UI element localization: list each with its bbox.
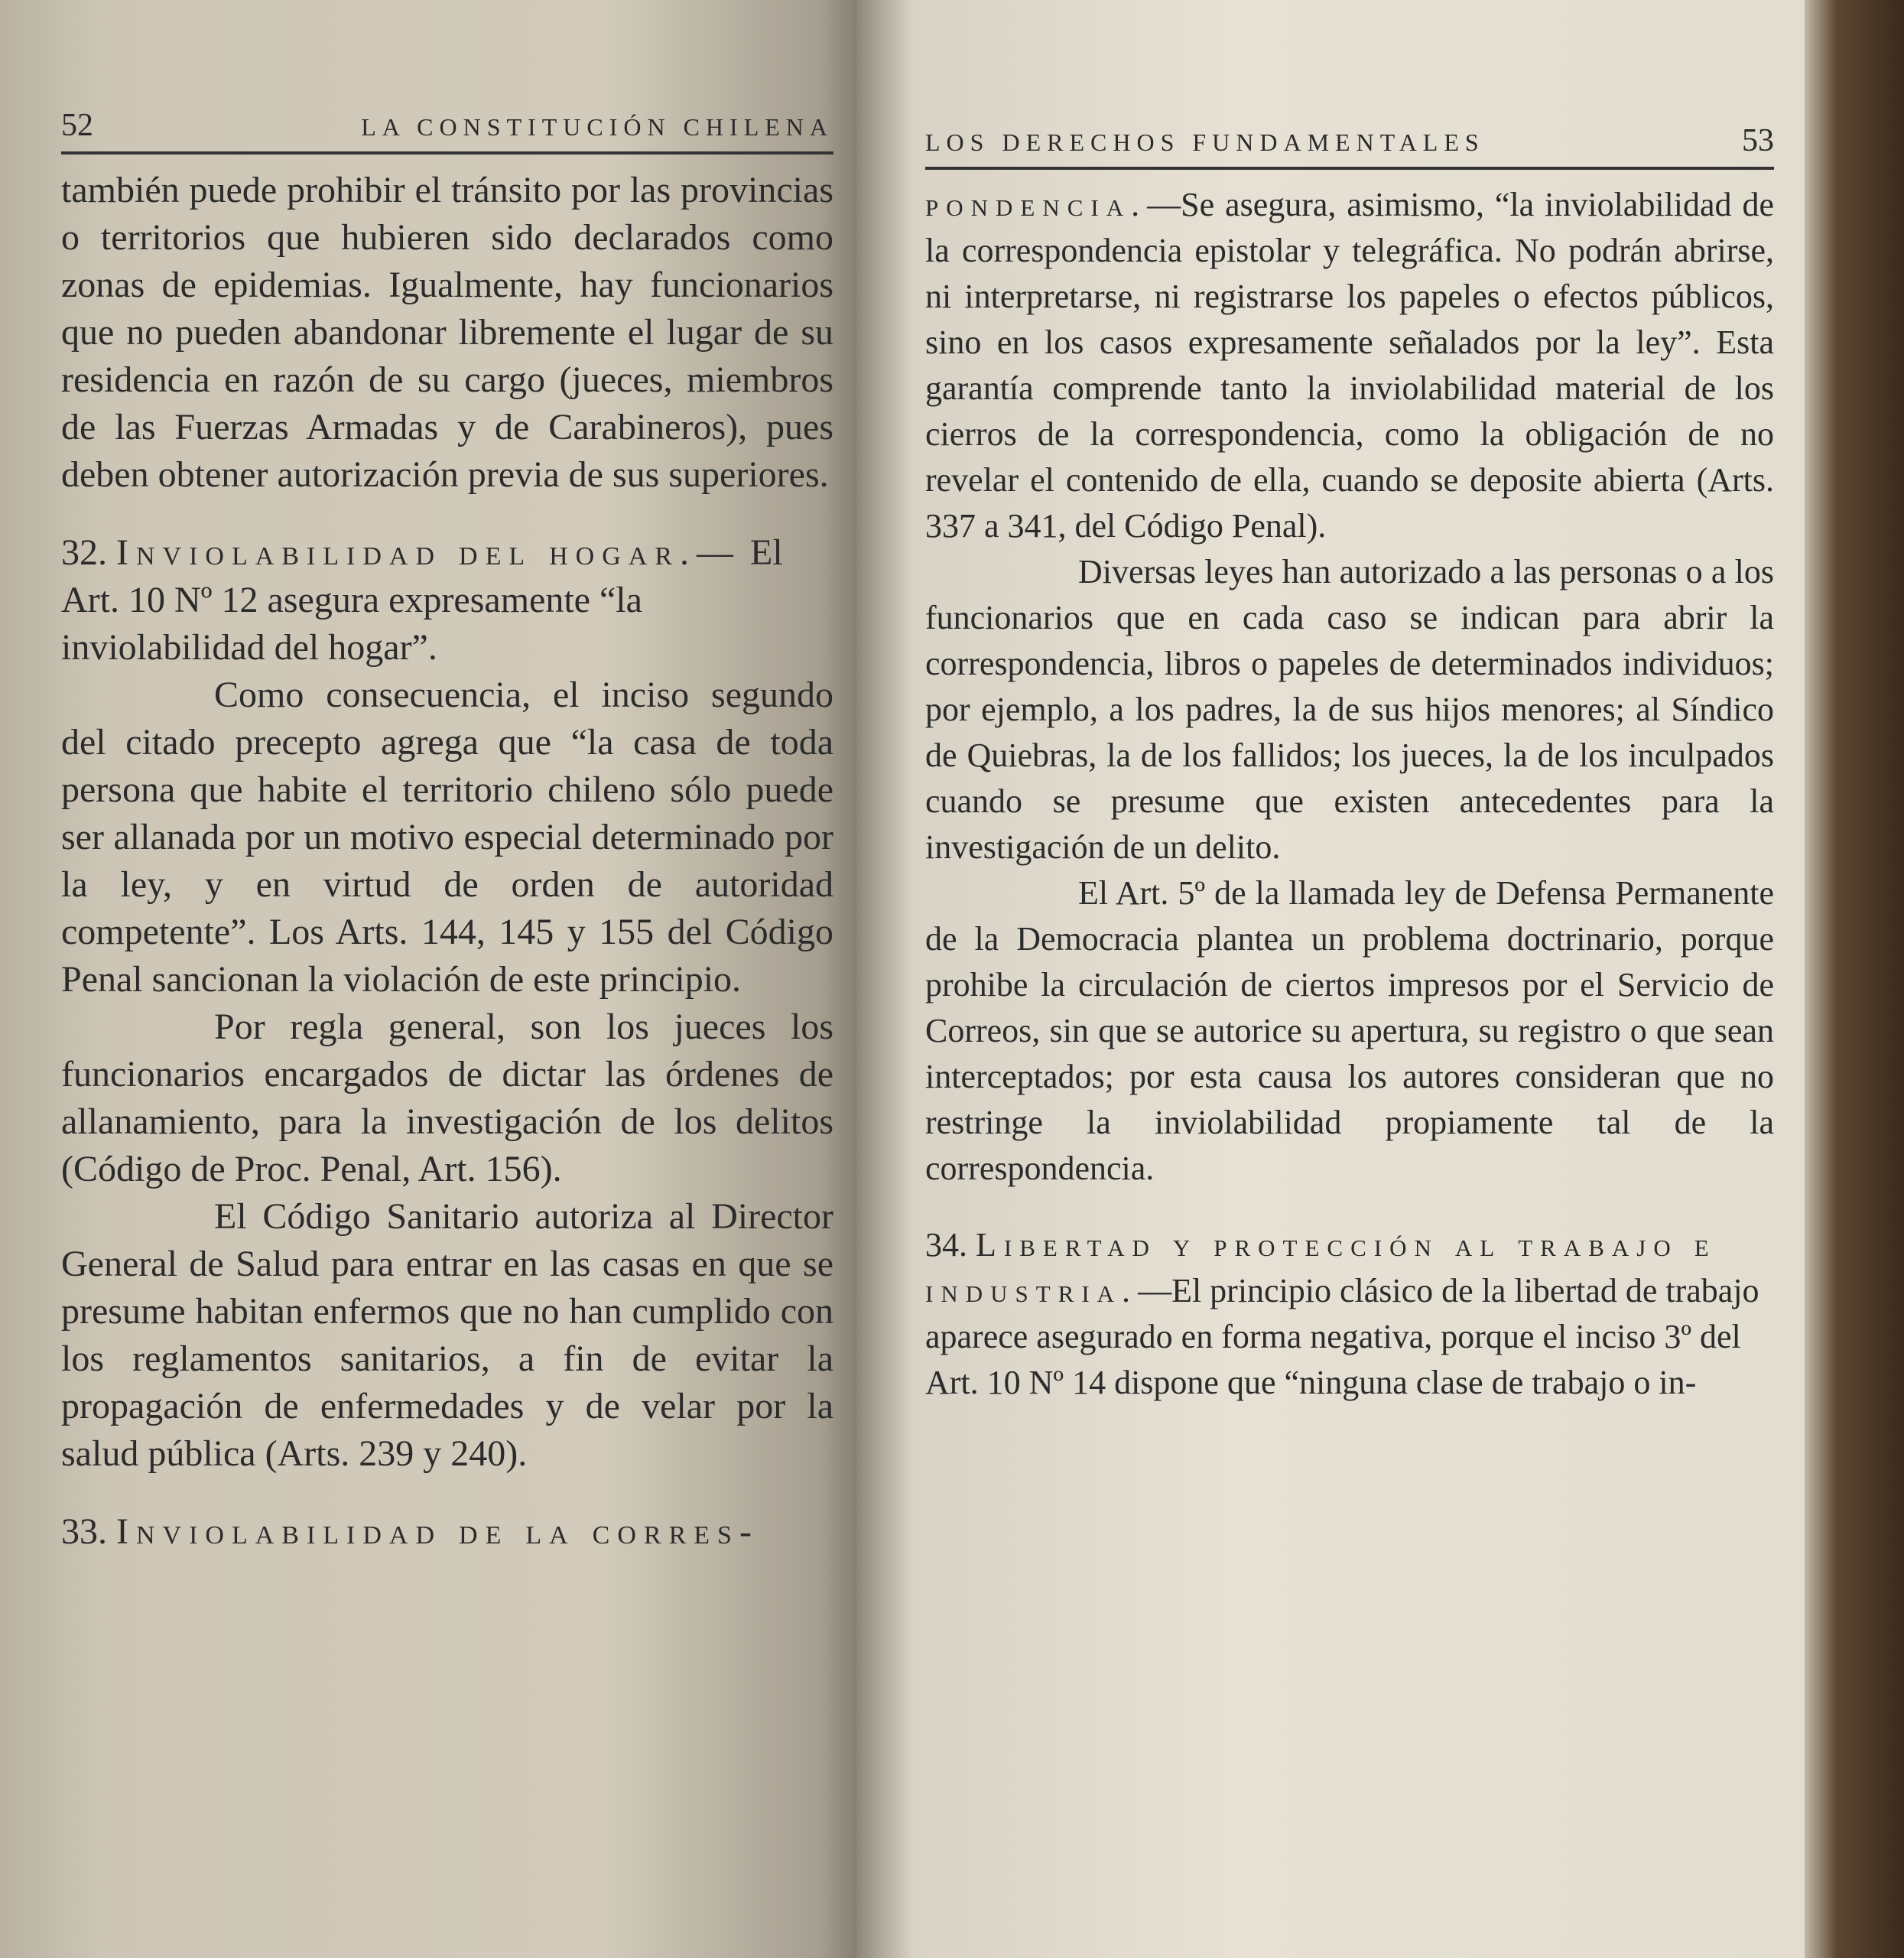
paragraph: Diversas leyes han autorizado a las personas o a los funcionarios que en cada caso se indican para abrir la correspondencia, libros o papeles de determinados individuos; por ejemplo, a los padres, la de sus hijos menores; al Síndico de Quiebras, la de los fallidos; los jueces, la de los inculpados cuando se presume que existen antecedentes para la investigación de un delito. xyxy=(925,553,1774,866)
section-heading-34 xyxy=(925,1222,1774,1406)
section-lead-text: —El principio clásico de la libertad de trabajo aparece asegurado en forma negativa, porque el inciso 3º del Art. 10 Nº 14 dispone que “ninguna clase de trabajo o in- xyxy=(925,1272,1759,1401)
section-number: 32. xyxy=(61,532,107,573)
running-title: LA CONSTITUCIÓN CHILENA xyxy=(361,113,833,141)
section-number: 34. xyxy=(925,1226,967,1264)
section-lead-text: El Art. 10 Nº 12 asegura expresamente “la inviolabilidad del hogar”. xyxy=(61,532,783,668)
left-page xyxy=(0,0,864,1958)
header-rule xyxy=(61,151,833,154)
running-title: LOS DERECHOS FUNDAMENTALES xyxy=(925,128,1485,156)
left-page-header xyxy=(61,107,833,144)
header-rule xyxy=(925,167,1774,170)
paragraph: Por regla general, son los jueces los funcionarios encargados de dictar las órdenes de allanamiento, para la investigación de los delitos (Código de Proc. Penal, Art. 156). xyxy=(61,1007,833,1189)
section-heading-33 xyxy=(61,1508,833,1556)
paragraph: Como consecuencia, el inciso segundo del citado precepto agrega que “la casa de toda persona que habite el territorio chileno sólo puede ser allanada por un motivo especial determinado por la ley, y en virtud de orden de autoridad competente”. Los Arts. 144, 145 y 155 del Código Penal sancionan la violación de este principio. xyxy=(61,675,833,1000)
page-number: 52 xyxy=(61,108,93,143)
section-title: Libertad y protección al trabajo e industria. xyxy=(925,1226,1717,1309)
paragraph: El Art. 5º de la llamada ley de Defensa Permanente de la Democracia plantea un problema doctrinario, porque prohibe la circulación de ciertos impresos por el Servicio de Correos, sin que se autorice su apertura, su registro o que sean interceptados; por esta causa los autores consideran que no restringe la inviolabilidad propiamente tal de la correspondencia. xyxy=(925,874,1774,1187)
paragraph-text: —Se asegura, asimismo, “la inviolabilidad de la correspondencia epistolar y telegráfica. No podrán abrirse, ni interpretarse, ni registrarse los papeles o efectos públicos, sino en los casos expresamente señalados por la ley”. Esta garantía comprende tanto la inviolabilidad material de los cierros de la correspondencia, como la obligación de no revelar el contenido de ella, cuando se deposite abierta (Arts. 337 a 341, del Código Penal). xyxy=(925,186,1774,545)
paragraph: también puede prohibir el tránsito por las provincias o territorios que hubieren sido declarados como zonas de epidemias. Igualmente, hay funcionarios que no pueden abandonar libremente el lugar de su residencia en razón de su cargo (jueces, miembros de las Fuerzas Armadas y de Carabineros), pues deben obtener autorización previa de sus superiores. xyxy=(61,170,833,495)
section-heading-32 xyxy=(61,529,833,672)
page-number: 53 xyxy=(1742,123,1774,158)
paragraph: El Código Sanitario autoriza al Director General de Salud para entrar en las casas en que se presume habitan enfermos que no han cumplido con los reglamentos sanitarios, a fin de evitar la propagación de enfermedades y de velar por la salud pública (Arts. 239 y 240). xyxy=(61,1196,833,1474)
section-title-continuation: pondencia. xyxy=(925,186,1148,223)
paragraph xyxy=(925,182,1774,549)
right-page-header xyxy=(925,122,1774,159)
section-title: Inviolabilidad de la corres- xyxy=(116,1511,759,1552)
section-number: 33. xyxy=(61,1511,107,1552)
right-page xyxy=(856,0,1805,1958)
section-title: Inviolabilidad del hogar.— xyxy=(116,532,742,573)
